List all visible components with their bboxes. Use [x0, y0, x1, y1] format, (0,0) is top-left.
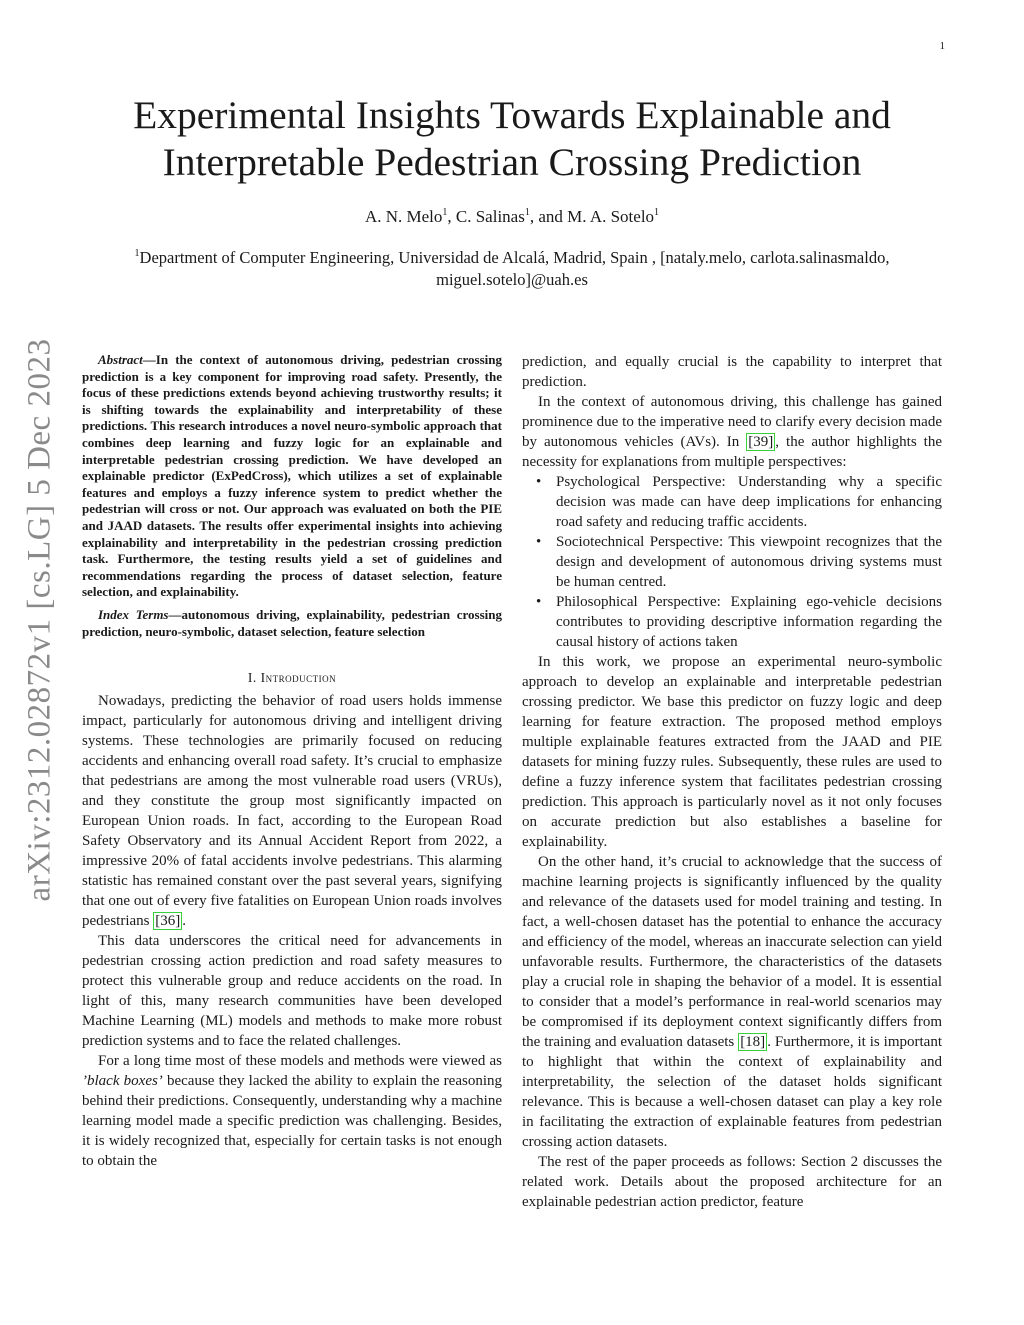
paragraph-text: . Furthermore, it is important to highlight that within the context of explainability and interpretability, the selection of the dataset holds significant relevance. This is because a well-chosen dataset can play a key role in facilitating the extraction of explainable features from pedestrian crossing action datasets.: [522, 1034, 942, 1150]
bullet-icon: •: [536, 594, 542, 610]
index-terms-dash: —: [168, 606, 182, 622]
affiliation: [80, 247, 944, 291]
perspective-list: [522, 472, 942, 652]
index-terms: [82, 607, 502, 640]
section-heading-introduction: I. Introduction: [247, 670, 337, 686]
emphasis-text: ’black boxes’: [82, 1073, 163, 1090]
paper-title: [82, 92, 942, 186]
abstract-dash: —: [142, 352, 156, 367]
abstract-paragraph: [82, 352, 502, 601]
abstract-label: Abstract: [98, 352, 143, 367]
body-paragraph: [522, 392, 942, 472]
index-terms-label: Index Terms: [98, 606, 169, 622]
affiliation-marker: 1: [442, 207, 448, 218]
citation-link[interactable]: [39]: [748, 434, 774, 450]
title-line-2: Interpretable Pedestrian Crossing Prediction: [162, 140, 862, 184]
citation-link[interactable]: [18]: [740, 1034, 766, 1050]
paragraph-text: , the author highlights the necessity for explanations from multiple perspectives:: [522, 434, 943, 470]
affiliation-marker: 1: [654, 207, 660, 218]
arxiv-watermark: arXiv:2312.02872v1 [cs.LG] 5 Dec 2023: [21, 338, 58, 902]
page-number: 1: [939, 40, 945, 52]
body-paragraph: [82, 1051, 502, 1171]
left-column: [82, 352, 502, 1171]
paragraph-text: For a long time most of these models and methods were viewed as: [98, 1053, 502, 1070]
author-separator: ,: [447, 207, 456, 226]
list-item-text: Psychological Perspective: Understanding why a specific decision was made can have deep implications for enhancing road safety and reducing traffic accidents.: [556, 474, 942, 530]
paragraph-text: In the context of autonomous driving, this challenge has gained prominence due to the imperative need to clarify every decision made by autonomous vehicles (AVs). In: [522, 394, 942, 450]
citation-link[interactable]: [36]: [155, 913, 181, 930]
paragraph-text: Nowadays, predicting the behavior of road users holds immense impact, particularly for autonomous driving and intelligent driving systems. These technologies are primarily focused on reducing accidents and enhancing overall road safety. It’s crucial to emphasize that pedestrians are among the most vulnerable road users (VRUs), and they constitute the group most significantly impacted on European Union roads. In fact, according to the European Road Safety Observatory and its Annual Accident Report from 2022, a impressive 20% of fatal accidents involve pedestrians. This alarming statistic has remained constant over the past several years, signifying that one out of every five fatalities on European Union roads involves pedestrians: [82, 693, 502, 930]
paragraph-text: because they lacked the ability to explain the reasoning behind their predictions. Consequently, understanding why a machine learning model made a specific prediction was challenging. Besides, it is widely recognized that, especially for certain tasks is not enough to obtain the: [82, 1073, 502, 1170]
introduction-body: [82, 691, 502, 1171]
list-item: [536, 592, 942, 652]
title-line-1: Experimental Insights Towards Explainable and: [133, 93, 891, 137]
body-paragraph: prediction, and equally crucial is the capability to interpret that prediction.: [522, 354, 942, 390]
list-item: [536, 532, 942, 592]
author-2: [456, 207, 530, 226]
author-name: A. N. Melo: [364, 207, 443, 226]
index-terms-text: autonomous driving, explainability, pedestrian crossing prediction, neuro-symbolic, dataset selection, feature selection: [82, 606, 502, 639]
body-paragraph: The rest of the paper proceeds as follows: Section 2 discusses the related work. Details about the proposed architecture for an explainable pedestrian action predictor, feature: [522, 1154, 942, 1210]
author-3: [567, 207, 659, 226]
list-item: [536, 472, 942, 532]
author-1: [365, 207, 447, 226]
bullet-icon: •: [536, 474, 542, 490]
abstract: [82, 352, 502, 601]
paragraph-text: .: [182, 913, 186, 930]
affiliation-marker: 1: [524, 207, 530, 218]
index-terms-paragraph: [82, 607, 502, 640]
body-paragraph: This data underscores the critical need for advancements in pedestrian crossing action prediction and road safety measures to protect this vulnerable group and reduce accidents on the road. In light of this, many research communities have been developed Machine Learning (ML) models and methods to make more robust prediction systems and to face the related challenges.: [82, 933, 502, 1050]
author-name: M. A. Sotelo: [567, 207, 655, 226]
author-name: C. Salinas: [455, 207, 525, 226]
affiliation-text: Department of Computer Engineering, Universidad de Alcalá, Madrid, Spain , [nataly.melo, carlota.salinasmaldo, miguel.sotelo]@uah.es: [139, 248, 890, 289]
bullet-icon: •: [536, 534, 542, 550]
list-item-text: Sociotechnical Perspective: This viewpoint recognizes that the design and development of autonomous driving systems must be human centred.: [556, 534, 942, 590]
body-paragraph: [522, 852, 942, 1152]
body-paragraph: In this work, we propose an experimental neuro-symbolic approach to develop an explainable and interpretable pedestrian crossing predictor. We base this predictor on fuzzy logic and deep learning for feature extraction. The proposed method employs multiple explainable features extracted from the JAAD and PIE datasets for mining fuzzy rules. Subsequently, these rules are used to define a fuzzy inference system that facilitates pedestrian crossing prediction. This approach is particularly novel as it not only focuses on accurate prediction but also establishes a baseline for explainability.: [522, 654, 942, 850]
author-separator: , and: [529, 207, 568, 226]
body-paragraph: [82, 691, 502, 931]
affiliation-marker: 1: [134, 248, 140, 259]
abstract-text: In the context of autonomous driving, pedestrian crossing prediction is a key component for improving road safety. Presently, the focus of these predictions extends beyond achieving trustworthy results; it is shifting towards the explainability and interpretability of these predictions. This research introduces a novel neuro-symbolic approach that combines deep learning and fuzzy logic for an explainable and interpretable pedestrian crossing prediction. We have developed an explainable predictor (ExPedCross), which utilizes a set of explainable features and employs a fuzzy inference system to predict whether the pedestrian will cross or not. Our approach was evaluated on both the PIE and JAAD datasets. The results offer experimental insights into achieving explainability and interpretability in the pedestrian crossing prediction task. Furthermore, the testing results yield a set of guidelines and recommendations regarding the process of dataset selection, feature selection, and explainability.: [82, 352, 502, 600]
list-item-text: Philosophical Perspective: Explaining ego-vehicle decisions contributes to providing descriptive information regarding the causal history of actions taken: [556, 594, 942, 650]
right-column: [522, 352, 942, 1212]
paragraph-text: On the other hand, it’s crucial to acknowledge that the success of machine learning projects is significantly influenced by the quality and relevance of the datasets used for model training and testing. In fact, a well-chosen dataset has the potential to enhance the accuracy and efficiency of the model, whereas an inaccurate selection can yield unfavorable results. Furthermore, the characteristics of the datasets play a crucial role in shaping the behavior of a model. It is essential to consider that a model’s performance in real-world scenarios may be compromised if its deployment context significantly differs from the training and evaluation datasets: [522, 854, 942, 1050]
authors: [82, 206, 942, 228]
